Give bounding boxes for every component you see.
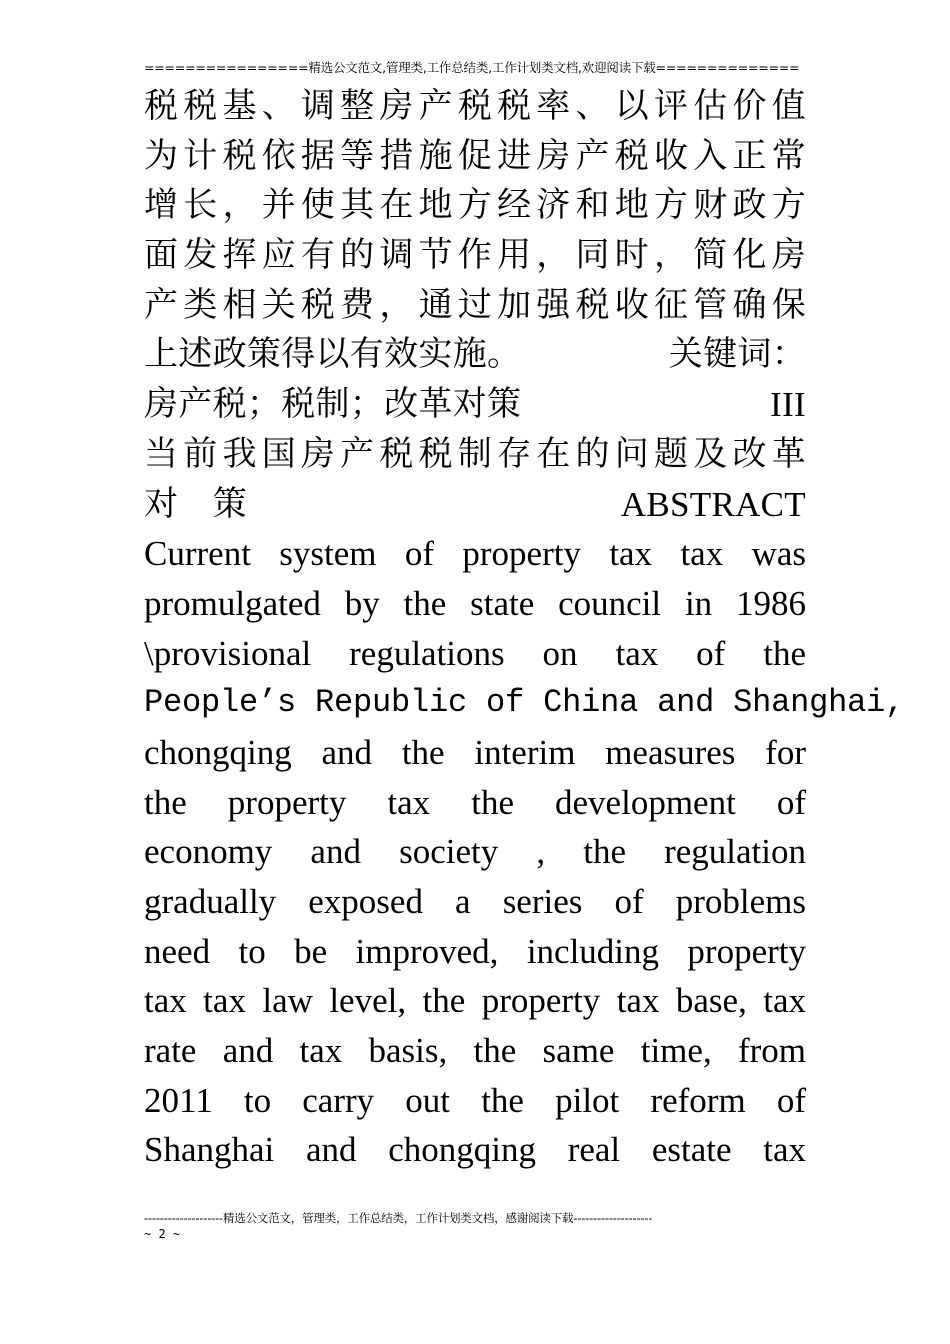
abstract-line-mono: People’s Republic of China and Shanghai, — [144, 684, 905, 722]
abstract-line: rate and tax basis, the same time, from — [144, 1031, 806, 1071]
english-title-line: 当前我国房产税税制存在的问题及改革 — [144, 433, 806, 474]
page-footer: --------------------精选公文范文，管理类，工作总结类，工作计划类文档，感谢阅读下载-------------------- — [144, 1211, 653, 1225]
keywords-label: 关键词： — [668, 334, 806, 375]
keywords-line — [144, 380, 806, 430]
text-line — [144, 480, 806, 530]
abstract-line: gradually exposed a series of problems — [144, 882, 806, 921]
text-line: 为计税依据等措施促进房产税收入正常 — [144, 135, 806, 176]
abstract-line: need to be improved, including property — [144, 931, 806, 971]
page-header: ================精选公文范文,管理类,工作总结类,工作计划类文档,欢迎阅读下载============== — [144, 60, 800, 75]
document-body — [144, 82, 905, 1175]
page-number: ~ 2 ~ — [144, 1227, 181, 1241]
text-line: 产类相关税费，通过加强税收征管确保 — [144, 284, 806, 325]
text-segment: 对 策 — [144, 483, 247, 524]
abstract-heading: ABSTRACT — [620, 484, 806, 524]
text-line: 增长，并使其在地方经济和地方财政方 — [144, 185, 806, 226]
abstract-line: Current system of property tax tax was — [144, 534, 806, 574]
abstract-line: the property tax the development of — [144, 782, 806, 822]
abstract-line: Shanghai and chongqing real estate tax — [144, 1130, 806, 1170]
abstract-line: promulgated by the state council in 1986 — [144, 583, 806, 623]
abstract-line: tax tax law level, the property tax base, tax — [144, 981, 806, 1021]
text-line — [144, 330, 806, 380]
roman-page-number: III — [770, 385, 806, 425]
text-line: 面发挥应有的调节作用，同时，简化房 — [144, 235, 806, 276]
keywords-list: 房产税；税制；改革对策 — [144, 384, 522, 425]
abstract-line: chongqing and the interim measures for — [144, 732, 806, 772]
abstract-line: economy and society , the regulation — [144, 832, 806, 872]
text-segment: 上述政策得以有效实施。 — [144, 334, 522, 375]
abstract-line: 2011 to carry out the pilot reform of — [144, 1080, 806, 1120]
text-line: 税税基、调整房产税税率、以评估价值 — [144, 86, 806, 126]
abstract-line: \provisional regulations on tax of the — [144, 633, 806, 673]
